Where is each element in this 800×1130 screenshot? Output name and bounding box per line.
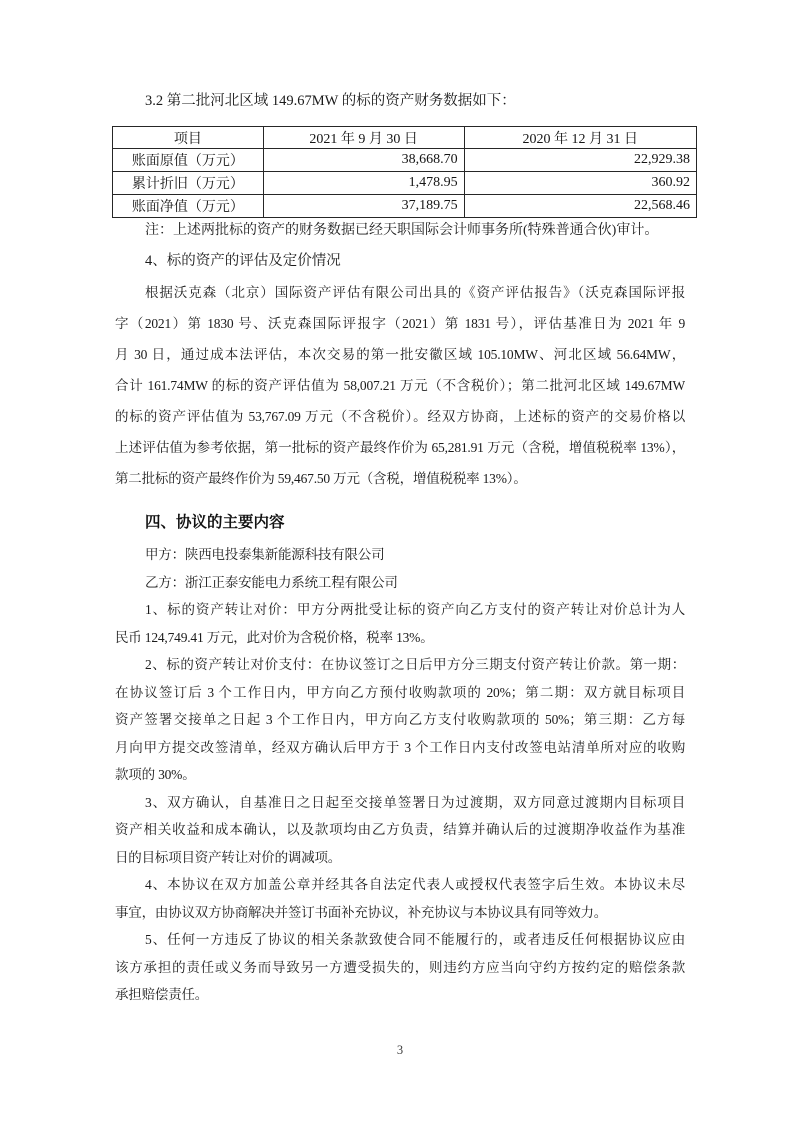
clause-line: 款项的 30%。 — [115, 767, 196, 782]
paragraph-line: 的标的资产评估值为 53,767.09 万元（不含税价）。经双方协商，上述标的资产的交易价格以 — [115, 409, 685, 424]
document-content — [0, 88, 800, 1009]
clause-line: 2、标的资产转让对价支付：在协议签订之日后甲方分三期支付资产转让价款。第一期： — [145, 657, 685, 672]
clause-line: 民币 124,749.41 万元，此对价为含税价格，税率 13%。 — [115, 629, 434, 645]
value-2021: 37,189.75 — [263, 195, 464, 218]
clause-line: 资产签署交接单之日起 3 个工作日内，甲方向乙方支付收购款项的 50%；第三期：乙方每 — [115, 712, 685, 727]
clause-line: 在协议签订后 3 个工作日内，甲方向乙方预付收购款项的 20%；第二期：双方就目标项目 — [115, 684, 685, 700]
table-row — [113, 172, 697, 195]
value-2021: 1,478.95 — [263, 172, 464, 195]
value-2020: 22,929.38 — [464, 149, 696, 172]
value-2021: 38,668.70 — [263, 149, 464, 172]
paragraph-line: 第二批标的资产最终作价为 59,467.50 万元（含税，增值税税率 13%）。 — [115, 471, 527, 486]
value-2020: 22,568.46 — [464, 195, 696, 218]
clause-line: 3、双方确认，自基准日之日起至交接单签署日为过渡期，双方同意过渡期内目标项目 — [145, 794, 685, 810]
paragraph-line: 字（2021）第 1830 号、沃克森国际评报字（2021）第 1831 号），评估基准日为 2021 年 9 — [115, 316, 685, 331]
page-number: 3 — [396, 1043, 404, 1057]
table-audit-note: 注：上述两批标的资产的财务数据已经天职国际会计师事务所(特殊普通合伙)审计。 — [145, 223, 659, 238]
party-b-line: 乙方：浙江正泰安能电力系统工程有限公司 — [145, 574, 398, 590]
clause-line: 承担赔偿责任。 — [115, 987, 209, 1002]
row-label: 累计折旧（万元） — [113, 172, 264, 195]
clause-line: 该方承担的责任或义务而导致另一方遭受损失的，则违约方应当向守约方按约定的赔偿条款 — [115, 959, 685, 975]
table-row — [113, 149, 697, 172]
clause-line: 资产相关收益和成本确认，以及款项均由乙方负责，结算并确认后的过渡期净收益作为基准 — [115, 822, 685, 837]
column-header-2020: 2020 年 12 月 31 日 — [464, 127, 696, 149]
clause-line: 月向甲方提交改签清单，经双方确认后甲方于 3 个工作日内支付改签电站清单所对应的收购 — [115, 739, 685, 755]
section-3-2-heading: 3.2 第二批河北区域 149.67MW 的标的资产财务数据如下： — [145, 93, 516, 109]
table-header-row — [113, 127, 697, 149]
paragraph-line: 合计 161.74MW 的标的资产评估值为 58,007.21 万元（不含税价）；第二批河北区域 149.67MW — [115, 378, 685, 393]
financial-data-table — [112, 126, 697, 218]
party-a-line: 甲方：陕西电投泰集新能源科技有限公司 — [145, 547, 385, 562]
clause-line: 5、任何一方违反了协议的相关条款致使合同不能履行的，或者违反任何根据协议应由 — [145, 932, 685, 947]
agreement-body — [115, 541, 685, 1009]
valuation-paragraph — [115, 277, 685, 494]
column-header-2021: 2021 年 9 月 30 日 — [263, 127, 464, 149]
paragraph-line: 上述评估值为参考依据，第一批标的资产最终作价为 65,281.91 万元（含税，增值税税率 13%）， — [115, 440, 685, 455]
value-2020: 360.92 — [464, 172, 696, 195]
clause-line: 事宜，由协议双方协商解决并签订书面补充协议，补充协议与本协议具有同等效力。 — [115, 904, 608, 920]
row-label: 账面原值（万元） — [113, 149, 264, 172]
clause-line: 1、标的资产转让对价：甲方分两批受让标的资产向乙方支付的资产转让对价总计为人 — [145, 602, 685, 617]
paragraph-line: 月 30 日，通过成本法评估，本次交易的第一批安徽区域 105.10MW、河北区域 56.64MW， — [115, 347, 685, 362]
agreement-section-heading: 四、协议的主要内容 — [145, 514, 285, 531]
row-label: 账面净值（万元） — [113, 195, 264, 218]
section-4-heading: 4、标的资产的评估及定价情况 — [145, 253, 341, 269]
table-row — [113, 195, 697, 218]
paragraph-line: 根据沃克森（北京）国际资产评估有限公司出具的《资产评估报告》（沃克森国际评报 — [145, 285, 685, 300]
column-header-item: 项目 — [113, 127, 264, 149]
clause-line: 4、本协议在双方加盖公章并经其各自法定代表人或授权代表签字后生效。本协议未尽 — [145, 877, 685, 892]
clause-line: 日的目标项目资产转让对价的调减项。 — [115, 849, 342, 865]
